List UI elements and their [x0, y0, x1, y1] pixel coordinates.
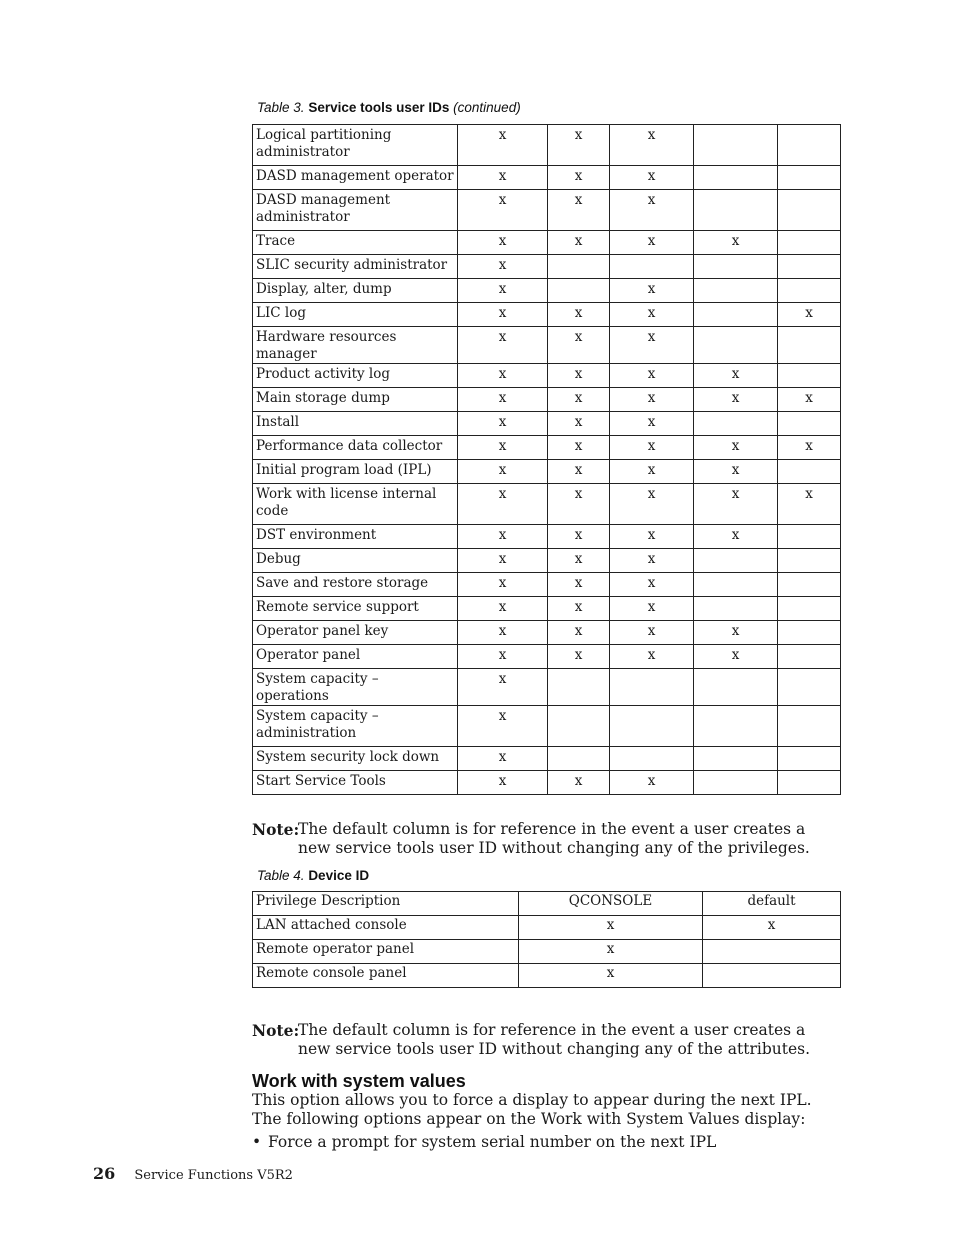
table-cell: x [694, 460, 778, 484]
table-cell: x [458, 279, 548, 303]
table-cell: x [610, 525, 694, 549]
row-label: System security lock down [253, 747, 458, 771]
page-number: 26 [93, 1164, 116, 1183]
row-label: Save and restore storage [253, 573, 458, 597]
table3-caption-label: Table 3. [257, 100, 305, 115]
table-cell [778, 231, 841, 255]
row-label: Install [253, 412, 458, 436]
table-cell [694, 771, 778, 795]
table-cell [778, 747, 841, 771]
row-label: Work with license internal code [253, 484, 458, 525]
table-cell [778, 645, 841, 669]
note-label: Note: [252, 1021, 300, 1040]
table-cell [703, 964, 841, 988]
row-label: Remote service support [253, 597, 458, 621]
table-cell: x [778, 303, 841, 327]
table-cell [778, 364, 841, 388]
bullet-text: Force a prompt for system serial number on the next IPL [268, 1133, 717, 1151]
table-cell: x [610, 436, 694, 460]
table-cell: x [519, 964, 703, 988]
table-cell [694, 327, 778, 364]
table-cell: x [610, 771, 694, 795]
table-cell: x [548, 597, 610, 621]
table-row [253, 484, 841, 525]
table-cell: x [458, 549, 548, 573]
table-cell: x [610, 327, 694, 364]
column-header: default [703, 892, 841, 916]
table-cell: x [458, 747, 548, 771]
note-label: Note: [252, 820, 300, 839]
column-header: QCONSOLE [519, 892, 703, 916]
table-cell: x [458, 388, 548, 412]
table-cell [548, 669, 610, 706]
table-cell: x [458, 190, 548, 231]
table-cell [694, 412, 778, 436]
table-row [253, 231, 841, 255]
table-cell: x [778, 436, 841, 460]
table-row [253, 597, 841, 621]
table-cell: x [548, 166, 610, 190]
table-cell: x [610, 484, 694, 525]
table-cell: x [610, 573, 694, 597]
table-cell [778, 279, 841, 303]
table-cell [610, 255, 694, 279]
table-row [253, 255, 841, 279]
table-cell: x [694, 645, 778, 669]
table-cell: x [519, 916, 703, 940]
table-row [253, 771, 841, 795]
page-footer [93, 1164, 293, 1183]
table4-caption-label: Table 4. [257, 868, 305, 883]
table-cell: x [610, 364, 694, 388]
table-cell: x [610, 125, 694, 166]
section-heading: Work with system values [252, 1071, 466, 1091]
table-cell [778, 255, 841, 279]
table-row [253, 645, 841, 669]
table-cell: x [458, 573, 548, 597]
table-row [253, 125, 841, 166]
table-row [253, 364, 841, 388]
table-cell: x [458, 255, 548, 279]
table-cell: x [610, 166, 694, 190]
table-cell: x [548, 460, 610, 484]
table-cell: x [778, 388, 841, 412]
section-paragraph: This option allows you to force a display to appear during the next IPL. The following options appear on the Work with System Values display: [252, 1091, 812, 1128]
table4-caption-title: Device ID [308, 868, 370, 883]
row-label: Debug [253, 549, 458, 573]
table-cell: x [548, 327, 610, 364]
table-cell: x [458, 771, 548, 795]
table-cell [610, 747, 694, 771]
table-cell: x [548, 771, 610, 795]
table-cell: x [458, 166, 548, 190]
table-cell [610, 669, 694, 706]
note-attributes [252, 1021, 842, 1059]
table-cell [778, 669, 841, 706]
table-cell [610, 706, 694, 747]
row-label: LAN attached console [253, 916, 519, 940]
table-cell: x [694, 621, 778, 645]
table-row [253, 549, 841, 573]
row-label: Operator panel [253, 645, 458, 669]
row-label: SLIC security administrator [253, 255, 458, 279]
row-label: Start Service Tools [253, 771, 458, 795]
table-row [253, 573, 841, 597]
table-cell: x [548, 645, 610, 669]
table-cell: x [458, 645, 548, 669]
row-label: Trace [253, 231, 458, 255]
table-cell [548, 255, 610, 279]
table-cell: x [458, 597, 548, 621]
table-row [253, 190, 841, 231]
table-cell: x [548, 364, 610, 388]
table-cell: x [610, 231, 694, 255]
table-cell: x [548, 484, 610, 525]
table-cell: x [548, 525, 610, 549]
row-label: System capacity – operations [253, 669, 458, 706]
note-privileges [252, 820, 842, 858]
table-cell: x [694, 484, 778, 525]
bullet-glyph: • [252, 1133, 262, 1151]
table-cell [694, 747, 778, 771]
table3-caption-title: Service tools user IDs [308, 100, 450, 115]
table-cell: x [548, 573, 610, 597]
note-text: The default column is for reference in the event a user creates a new service tools user ID without changing any of the privileges. [298, 820, 810, 857]
table-cell: x [548, 190, 610, 231]
table-cell: x [458, 484, 548, 525]
table-cell [548, 747, 610, 771]
table-cell [778, 525, 841, 549]
table-cell: x [519, 940, 703, 964]
table-cell: x [610, 621, 694, 645]
table-cell [694, 125, 778, 166]
table-row [253, 460, 841, 484]
table-cell: x [703, 916, 841, 940]
table-cell: x [548, 231, 610, 255]
table-cell: x [458, 327, 548, 364]
table-cell: x [458, 460, 548, 484]
column-header: Privilege Description [253, 892, 519, 916]
table-cell: x [610, 279, 694, 303]
table-cell: x [694, 436, 778, 460]
table-row [253, 279, 841, 303]
table-cell: x [548, 549, 610, 573]
table-cell: x [458, 525, 548, 549]
table-cell: x [548, 436, 610, 460]
row-label: Performance data collector [253, 436, 458, 460]
table-cell [703, 940, 841, 964]
row-label: Operator panel key [253, 621, 458, 645]
table3-caption-suffix: (continued) [453, 100, 521, 115]
row-label: Display, alter, dump [253, 279, 458, 303]
table-cell [778, 460, 841, 484]
row-label: Main storage dump [253, 388, 458, 412]
table-row [253, 303, 841, 327]
table-cell: x [548, 621, 610, 645]
table-cell [694, 549, 778, 573]
row-label: Remote console panel [253, 964, 519, 988]
table-cell: x [694, 231, 778, 255]
table-cell [778, 573, 841, 597]
table-cell: x [548, 412, 610, 436]
table-row [253, 916, 841, 940]
table-cell: x [610, 303, 694, 327]
table-row [253, 525, 841, 549]
table-cell: x [458, 125, 548, 166]
table-cell: x [610, 549, 694, 573]
table-cell: x [610, 190, 694, 231]
table3-caption [257, 100, 521, 115]
device-id-table [252, 891, 841, 988]
table-cell: x [458, 231, 548, 255]
table-cell [778, 190, 841, 231]
table-cell [778, 771, 841, 795]
table-cell [694, 597, 778, 621]
table-cell: x [458, 303, 548, 327]
table-cell [778, 621, 841, 645]
row-label: Product activity log [253, 364, 458, 388]
table-cell [694, 279, 778, 303]
row-label: DST environment [253, 525, 458, 549]
table-cell: x [548, 388, 610, 412]
row-label: System capacity – administration [253, 706, 458, 747]
table-cell: x [694, 364, 778, 388]
table-cell: x [610, 597, 694, 621]
row-label: Logical partitioning administrator [253, 125, 458, 166]
table-header-row [253, 892, 841, 916]
note-text: The default column is for reference in the event a user creates a new service tools user ID without changing any of the attributes. [298, 1021, 811, 1058]
table-cell [694, 190, 778, 231]
bullet-item [252, 1133, 716, 1152]
table-cell: x [458, 364, 548, 388]
service-tools-user-ids-table [252, 124, 841, 795]
table-cell: x [548, 125, 610, 166]
row-label: LIC log [253, 303, 458, 327]
table-row [253, 964, 841, 988]
table-cell [778, 549, 841, 573]
table-cell [778, 327, 841, 364]
table-cell [778, 412, 841, 436]
table-cell: x [458, 412, 548, 436]
table-row [253, 436, 841, 460]
table-cell [778, 706, 841, 747]
row-label: Remote operator panel [253, 940, 519, 964]
table-row [253, 669, 841, 706]
table-row [253, 747, 841, 771]
table-row [253, 166, 841, 190]
table-cell [694, 255, 778, 279]
table-cell [778, 166, 841, 190]
table-cell: x [548, 303, 610, 327]
table-cell: x [610, 460, 694, 484]
table-cell: x [458, 706, 548, 747]
book-title: Service Functions V5R2 [134, 1168, 293, 1183]
row-label: Hardware resources manager [253, 327, 458, 364]
table-cell [778, 125, 841, 166]
table-cell: x [694, 525, 778, 549]
row-label: DASD management operator [253, 166, 458, 190]
table-cell [694, 303, 778, 327]
table-cell: x [778, 484, 841, 525]
table-row [253, 388, 841, 412]
row-label: DASD management administrator [253, 190, 458, 231]
table-cell [694, 669, 778, 706]
table-cell [694, 573, 778, 597]
table-cell [694, 166, 778, 190]
table-cell: x [458, 669, 548, 706]
table-row [253, 940, 841, 964]
table-cell: x [610, 645, 694, 669]
table-cell [548, 279, 610, 303]
table-cell: x [694, 388, 778, 412]
table-row [253, 412, 841, 436]
row-label: Initial program load (IPL) [253, 460, 458, 484]
table-row [253, 621, 841, 645]
table-cell [548, 706, 610, 747]
table-row [253, 706, 841, 747]
table-cell: x [610, 412, 694, 436]
table4-caption [257, 868, 369, 883]
table-row [253, 327, 841, 364]
table-cell: x [610, 388, 694, 412]
table-cell [694, 706, 778, 747]
table-cell: x [458, 621, 548, 645]
table-cell [778, 597, 841, 621]
table-cell: x [458, 436, 548, 460]
